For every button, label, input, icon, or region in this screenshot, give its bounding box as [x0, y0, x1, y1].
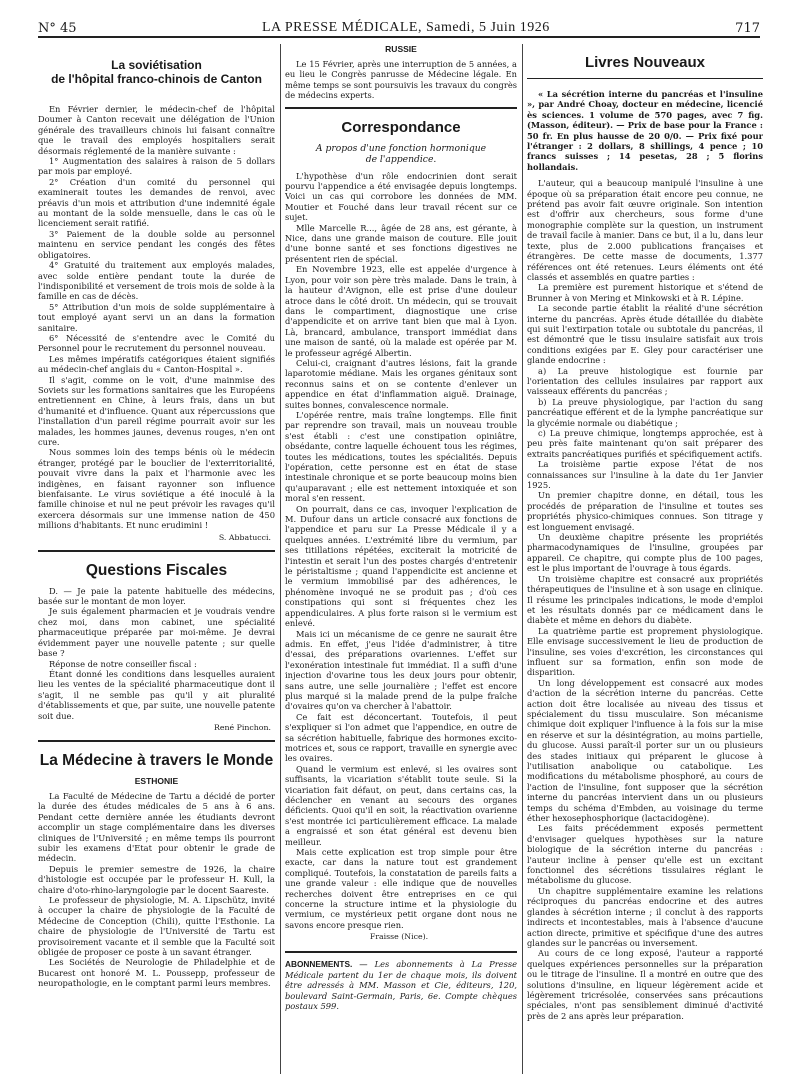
book-reference: « La sécrétion interne du pancréas et l'insuline », par André Choay, docteur en médecine, licencié ès sciences. 1 volume de 570 pages, avec 7 fig. (Masson, éditeur). — Prix de base pour la France : 50 fr. En plus hausse de 20 0/0. — Prix fixé pour l'étranger : 2 dollars, 8 shillings, 4 pence ; 10 francs suisses ; 14 pesetas, 28 ; 5 florins hollandais.: [527, 89, 763, 172]
paragraph: Mlle Marcelle R..., âgée de 28 ans, est gérante, à Nice, dans une grande maison de couture. Elle jouit d'une bonne santé et ses fonctions digestives ne présentent rien de spécial.: [285, 222, 517, 264]
paragraph: Celui-ci, craignant d'autres lésions, fait la grande laparotomie médiane. Mais les organes génitaux sont reconnus sains et on se contente d'enlever un appendice en état d'inflammation aiguë. Drainage, suites bonnes, convalescence normale.: [285, 357, 517, 410]
section-title-correspondance: Correspondance: [285, 107, 517, 137]
paragraph: Réponse de notre conseiller fiscal :: [49, 658, 197, 669]
issue-number: N° 45: [38, 21, 77, 36]
section-title-questions-fiscales: Questions Fiscales: [38, 550, 275, 580]
paragraph: L'auteur, qui a beaucoup manipulé l'insuline à une époque où sa préparation était encore peu connue, ne prétend pas avoir fait œuvre originale. Son intention est d'offrir aux chercheurs, sous forme d'une monographie complète sur la question, un instrument de travail facile à manier. Dans ce but, il a lu, dans leur texte, plus de 2.000 publications françaises et étrangères. De cette masse de documents, 1.377 références ont été retenues. Leurs éléments ont été classés et assemblés en quatre parties :: [527, 178, 763, 282]
author-signature: René Pinchon.: [214, 722, 271, 732]
subscriptions-notice: [285, 951, 517, 1011]
section-title-medecine-monde: La Médecine à travers le Monde: [38, 740, 275, 770]
paragraph: Un long développement est consacré aux modes d'action de la sécrétion interne du pancréas. Cette action doit être localisée au niveau des tissus et spécialement du tissu musculaire. Son mécanisme chimique doit expliquer l'influence à la fois sur la mise en réserve et sur la désintégration, au moins partielle, du glucose. Aussi paraît-il porter sur un ou plusieurs des stades initiaux qui préparent le glucose à l'utilisation anabolique ou catabolique. Les modifications du métabolisme phosphoré, au cours de l'action de l'insuline, font supposer que la sécrétion interne du pancréas intervient dans un ou plusieurs temps du schéma d'Embden, au voisinage du terme éther hexosephosphorique (lactacidogène).: [527, 677, 763, 824]
paragraph: La première est purement historique et s'étend de Brunner à von Mering et Minkowski et à R. Lépine.: [527, 282, 763, 303]
review-body: [527, 178, 763, 1021]
subscriptions-text: — Les abonnements à La Presse Médicale partent du 1er de chaque mois, ils doivent être adressés à MM. Masson et Cie, éditeurs, 120, boulevard Saint-Germain, Paris, 6e. Compte chèques postaux 599.: [285, 959, 517, 1011]
paragraph: D. — Je paie la patente habituelle des médecins, basée sur le montant de mon loyer.: [38, 585, 275, 607]
paragraph: Un troisième chapitre est consacré aux propriétés thérapeutiques de l'insuline et à son usage en clinique. Il résume les principales indications, le mode d'emploi et les résultats donnés par ce médicament dans le diabète et même en dehors du diabète.: [527, 573, 763, 626]
running-header: [38, 18, 760, 38]
paragraph: La Faculté de Médecine de Tartu a décidé de porter la durée des études médicales de 5 ans à 6 ans. Pendant cette dernière année les étudiants devront accomplir un stage complémentaire dans les diverses cliniques de l'Université ; en même temps ils pourront subir les examens d'Etat pour obtenir le grade de médecin.: [38, 790, 275, 864]
country-subhead: RUSSIE: [385, 44, 417, 54]
paragraph: La quatrième partie est proprement physiologique. Elle envisage successivement le lieu de production de l'insuline, ses voies d'excrétion, les circonstances qui influent sur sa formation, enfin son mode de disparition.: [527, 625, 763, 678]
paragraph: c) La preuve chimique, longtemps approchée, est à peu près faite maintenant qu'on sait préparer des extraits pancréatiques purifiés et spécifiquement actifs.: [527, 428, 763, 459]
column-rule: [280, 44, 281, 1074]
paragraph: Il s'agit, comme on le voit, d'une mainmise des Soviets sur les formations sanitaires que les Européens entretiennent en Chine, à leurs frais, dans un but d'humanité et d'influence. Quant aux répercussions que l'installation d'un pareil régime pourrait avoir sur les malades, les hommes jaunes, devenus rouges, n'en ont cure.: [38, 374, 275, 447]
paragraph: Les mêmes impératifs catégoriques étaient signifiés au médecin-chef anglais du « Canton-Hospital ».: [38, 353, 275, 375]
paragraph: Nous sommes loin des temps bénis où le médecin étranger, protégé par le bouclier de l'exterritorialité, pouvait vivre dans la paix et l'harmonie avec les indigènes, en faisant rayonner son influence bienfaisante. Le virus soviétique a été inoculé à la famille chinoise et nul ne peut prévoir les ravages qu'il exercera désormais sur une immense nation de 450 millions d'habitants. Et nunc erudimini !: [38, 447, 275, 531]
paragraph: b) La preuve physiologique, par l'action du sang pancréatique efférent et de la lymphe pancréatique sur la glycémie normale ou diabétique ;: [527, 396, 763, 428]
author-signature: Fraisse (Nice).: [369, 932, 429, 942]
fiscales-body: [38, 586, 275, 732]
paragraph: On pourrait, dans ce cas, invoquer l'explication de M. Dufour dans un article consacré aux fonctions de l'appendice et paru sur La Presse Médicale il y a quelques années. L'extrémité libre du vermium, par ses titillations répétées, exciterait la motricité de l'intestin et serait l'un des postes chargés d'entretenir le péristaltisme ; quand l'appendicite est ancienne et le vermium immobilisé par des adhérences, le phénomène invoqué ne se produit pas ; d'où ces constipations qui sont si fréquentes chez les appendiculaires. A plus forte raison si le vermium est enlevé.: [285, 503, 517, 629]
paragraph: La seconde partie établit la réalité d'une sécrétion interne du pancréas. Après étude détaillée du diabète qui suit l'extirpation totale ou subtotale du pancréas, il est démontré que le tissu insulaire satisfait aux trois conditions exigées par E. Gley pour caractériser une glande endocrine :: [527, 303, 763, 366]
paragraph: Un deuxième chapitre présente les propriétés pharmacodynamiques de l'insuline, groupées par appareil. Ce chapitre, qui compte plus de 100 pages, est le plus important de l'ouvrage à tous égards.: [527, 532, 763, 574]
article-title-sovietisation: La soviétisation de l'hôpital franco-chinois de Canton: [51, 58, 262, 86]
article-subtitle: A propos d'une fonction hormonique de l'appendice.: [315, 142, 487, 165]
paragraph: a) La preuve histologique est fournie par l'orientation des cellules insulaires par rapport aux vaisseaux efférents du pancréas ;: [527, 365, 763, 397]
paragraph: Un premier chapitre donne, en détail, tous les procédés de préparation de l'insuline et toutes ses propriétés physico-chimiques connues. Son titrage y est longuement envisagé.: [527, 490, 763, 532]
paragraph: L'opérée rentre, mais traîne longtemps. Elle finit par reprendre son travail, mais un nouveau trouble s'est établi : c'est une constipation opiniâtre, obsédante, contre laquelle échouent tous les régimes, toutes les médications, toutes les spécialités. Depuis l'opération, cette personne est en état de stase intestinale chronique et se porte beaucoup moins bien qu'auparavant ; elle est nettement intoxiquée et son moral s'en ressent.: [285, 409, 517, 504]
paragraph: Un chapitre supplémentaire examine les relations réciproques du pancréas endocrine et des autres glandes à sécrétion interne ; il conclut à des rapports indirects et incontestables, mais à l'absence d'aucune action directe, primitive et spécifique d'une des autres glandes sur le pancréas ou inversement.: [527, 885, 763, 948]
paragraph: 1° Augmentation des salaires à raison de 5 dollars par mois par employé.: [38, 156, 275, 177]
column-rule: [522, 44, 523, 1074]
paragraph: Depuis le premier semestre de 1926, la chaire d'histologie est occupée par le professeur H. Kull, la chaire d'oto-rhino-laryngologie par le docent Saareste.: [38, 863, 275, 895]
paragraph: Les faits précédemment exposés permettent d'envisager quelques hypothèses sur la nature biologique de la sécrétion interne du pancréas : l'auteur incline à penser qu'elle est un excitant fonctionnel des sécrétions tissulaires réglant le métabolisme du glucose.: [527, 823, 763, 886]
paragraph: En Novembre 1923, elle est appelée d'urgence à Lyon, pour voir son père très malade. Dans le train, à la hauteur d'Avignon, elle est prise d'une douleur atroce dans le côté droit. Un médecin, qui se trouvait dans le compartiment, diagnostique une crise d'appendicite et on arrive tant bien que mal à Lyon. Là, brancard, ambulance, transport immédiat dans une maison de santé, où la malade est opérée par M. le professeur agrégé Albertin.: [285, 264, 517, 358]
paragraph: 2° Création d'un comité du personnel qui examinerait toutes les demandes de renvoi, avec préavis d'un mois et attribution d'une indemnité égale au montant de la solde mensuelle, dans le cas où le licenciement serait ratifié.: [38, 176, 275, 229]
paragraph: Étant donné les conditions dans lesquelles auraient lieu les ventes de la spécialité pharmaceutique dont il s'agit, il ne semble pas qu'il y ait pluralité d'établissements et que, par suite, une nouvelle patente soit due.: [38, 668, 275, 721]
column-left: [38, 44, 275, 1074]
journal-title: LA PRESSE MÉDICALE, Samedi, 5 Juin 1926: [261, 20, 550, 35]
column-right: [527, 44, 763, 1074]
paragraph: Les Sociétés de Neurologie de Philadelphie et de Bucarest ont honoré M. L. Poussepp, professeur de neuropathologie, en le comptant parmi leurs membres.: [38, 957, 275, 989]
paragraph: 4° Gratuité du traitement aux employés malades, avec solde entière pendant toute la durée de l'indisponibilité et versement de trois mois de solde à la famille en cas de décès.: [38, 260, 275, 302]
paragraph: Au cours de ce long exposé, l'auteur a rapporté quelques expériences personnelles sur la préparation ou le titrage de l'insuline. Il a montré en outre que des solutions d'insuline, en liqueur légèrement acide et légèrement tricrésolée, conservées sans précautions spéciales, n'ont pas sensiblement diminué d'activité près de 2 ans après leur préparation.: [527, 948, 763, 1021]
paragraph: Mais cette explication est trop simple pour être exacte, car dans la nature tout est grandement compliqué. Toutefois, la constatation de pareils faits a une grande valeur : elle indique que de nouvelles recherches doivent être entreprises en ce qui concerne la structure intime et la physiologie du vermium, ce mystérieux petit organe dont nous ne savons encore presque rien.: [285, 847, 517, 930]
paragraph: Quand le vermium est enlevé, si les ovaires sont suffisants, la vicariation s'établit toute seule. Si la vicariation fait défaut, on peut, dans certains cas, la déclencher en venant au secours des organes déficients. Quoi qu'il en soit, la réactivation ovarienne s'est montrée ici particulièrement efficace. La malade a engraissé et son état général est devenu bien meilleur.: [285, 763, 517, 847]
page-number: 717: [735, 21, 760, 36]
monde-body: [38, 791, 275, 989]
author-signature: S. Abbatucci.: [218, 532, 271, 542]
paragraph: 3° Paiement de la double solde au personnel maintenu en service pendant les congés des fêtes obligatoires.: [38, 228, 275, 260]
paragraph: Le professeur de physiologie, M. A. Lipschütz, invité à occuper la chaire de physiologie de la Faculté de Médecine de Conception (Chili), quitte l'Esthonie. La chaire de physiologie de l'Université de Tartu est provisoirement vacante et il semble que la Faculté soit obligée de proposer ce poste à un savant étranger.: [38, 895, 275, 958]
paragraph: La troisième partie expose l'état de nos connaissances sur l'insuline à la date du 1er Janvier 1925.: [527, 459, 763, 491]
correspondance-body: [285, 171, 517, 942]
paragraph: L'hypothèse d'un rôle endocrinien dont serait pourvu l'appendice a été envisagée depuis longtemps. Voici un cas qui corrobore les données de MM. Moutier et Fouché dans leur travail récent sur ce sujet.: [285, 170, 517, 223]
subscriptions-label: ABONNEMENTS.: [285, 959, 353, 970]
sovietisation-body: [38, 104, 275, 542]
column-middle: [285, 44, 517, 1074]
paragraph: Je suis également pharmacien et je voudrais vendre chez moi, dans mon cabinet, une spécialité pharmaceutique préparée par moi-même. Je devrai évidemment payer une nouvelle patente ; sur quelle base ?: [38, 606, 275, 659]
section-title-livres-nouveaux: Livres Nouveaux: [527, 54, 763, 79]
paragraph: Mais ici un mécanisme de ce genre ne saurait être admis. En effet, j'eus l'idée d'administrer, à titre d'essai, des préparations ovariennes. L'effet sur l'exonération intestinale fut immédiat. Il a suffi d'une injection d'ovarine tous les deux jours pour obtenir, sans autre, une selle journalière ; l'effet est encore plus marqué si la malade prend de la pulpe fraîche d'ovaires qu'on va chercher à l'abattoir.: [285, 628, 517, 712]
paragraph: En Février dernier, le médecin-chef de l'hôpital Doumer à Canton recevait une délégation de l'Union générale des travailleurs chinois lui faisant connaître que le travail des employés hospitaliers serait désormais réglementé de la manière suivante :: [38, 104, 275, 156]
country-subhead: ESTHONIE: [134, 775, 179, 786]
paragraph: 5° Attribution d'un mois de solde supplémentaire à tout employé ayant servi un an dans la formation sanitaire.: [38, 301, 275, 333]
paragraph: Le 15 Février, après une interruption de 5 années, a eu lieu le Congrès panrusse de Médecine légale. En même temps se sont poursuivis les travaux du congrès de médecins experts.: [285, 59, 517, 101]
paragraph: 6° Nécessité de s'entendre avec le Comité du Personnel pour le recrutement du personnel nouveau.: [38, 332, 275, 354]
paragraph: Ce fait est déconcertant. Toutefois, il peut s'expliquer si l'on admet que l'appendice, en outre de sa sécrétion habituelle, fabrique des hormones excito-motrices et, sous ce rapport, travaille en synergie avec les ovaires.: [285, 711, 517, 764]
